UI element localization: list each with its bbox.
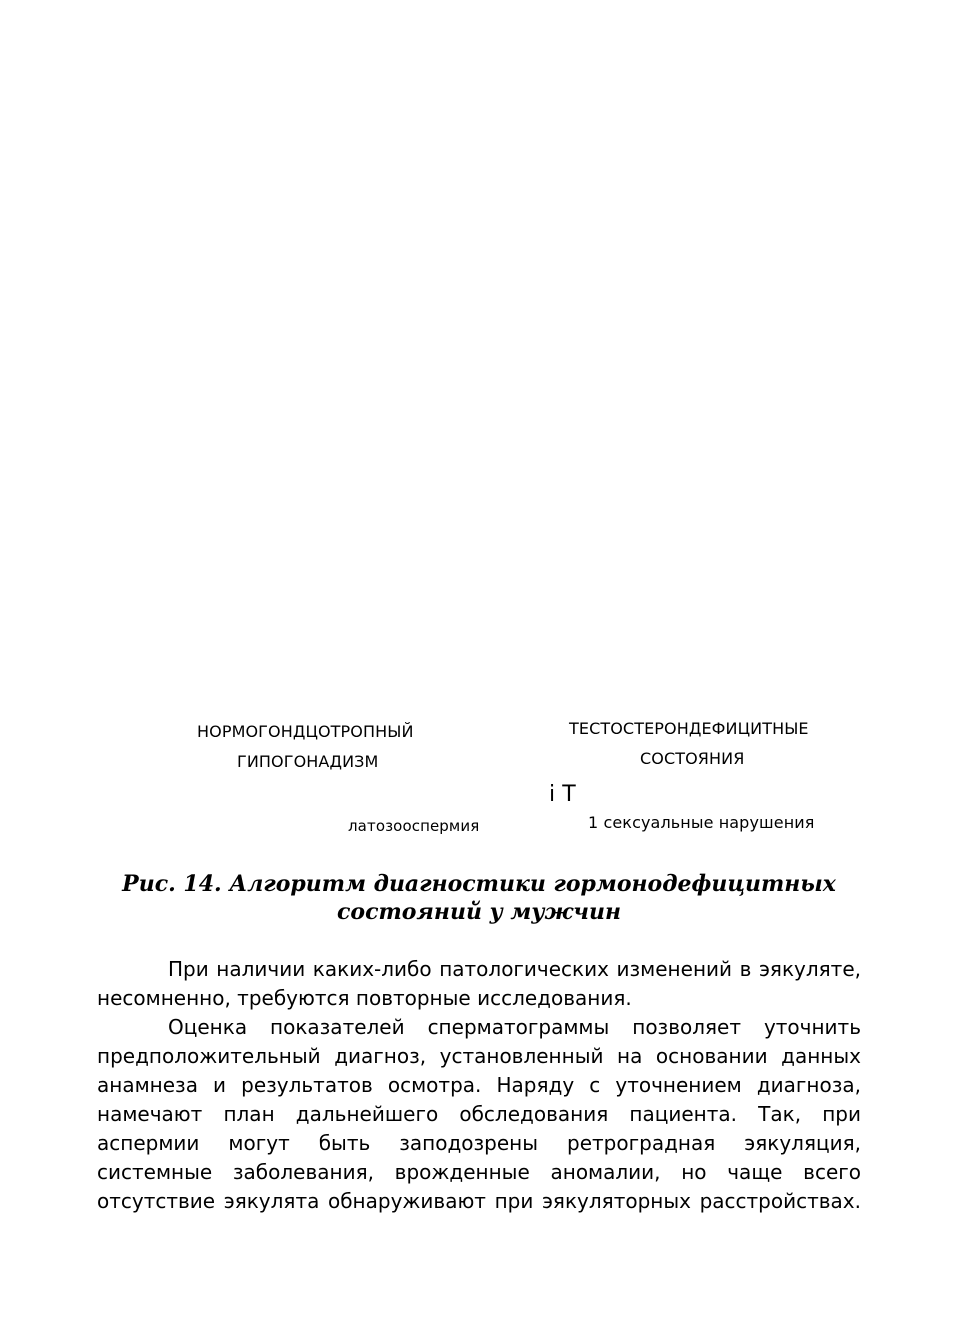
paragraph-line: несомненно, требуются повторные исследования. (97, 986, 632, 1010)
paragraph-line: аспермии могут быть заподозрены ретроградная эякуляция, (97, 1131, 861, 1155)
diagram-sexual-disorders-label: 1 сексуальные нарушения (588, 813, 815, 832)
diagram-states-title: СОСТОЯНИЯ (640, 749, 745, 768)
paragraph-line: При наличии каких-либо патологических изменений в эякуляте, (168, 957, 861, 981)
figure-caption-line-2: состояний у мужчин (337, 899, 621, 925)
diagram-testosterone-deficiency-title: ТЕСТОСТЕРОНДЕФИЦИТНЫЕ (569, 719, 809, 738)
paragraph-line: Оценка показателей спермaтограммы позволяет уточнить (168, 1015, 861, 1039)
paragraph-line: намечают план дальнейшего обследования пациента. Так, при (97, 1102, 861, 1126)
diagram-hypogonadism-title: ГИПОГОНАДИЗМ (237, 752, 379, 771)
paragraph-line: анамнеза и результатов осмотра. Наряду с уточнением диагноза, (97, 1073, 861, 1097)
diagram-lato-label: латозооспермия (348, 817, 480, 835)
diagram-normogonadotropic-title: НОРМОГОНДЦОТРОПНЫЙ (197, 722, 414, 741)
paragraph-line: предположительный диагноз, установленный на основании данных (97, 1044, 861, 1068)
paragraph-line: системные заболевания, врожденные аномалии, но чаще всего (97, 1160, 861, 1184)
figure-caption-line-1: Рис. 14. Алгоритм диагностики гормонодефицитных (122, 871, 836, 897)
paragraph-line: отсутствие эякулята обнаруживают при эякуляторных расстройствах. (97, 1189, 861, 1213)
diagram-marker: i Т (549, 782, 576, 807)
